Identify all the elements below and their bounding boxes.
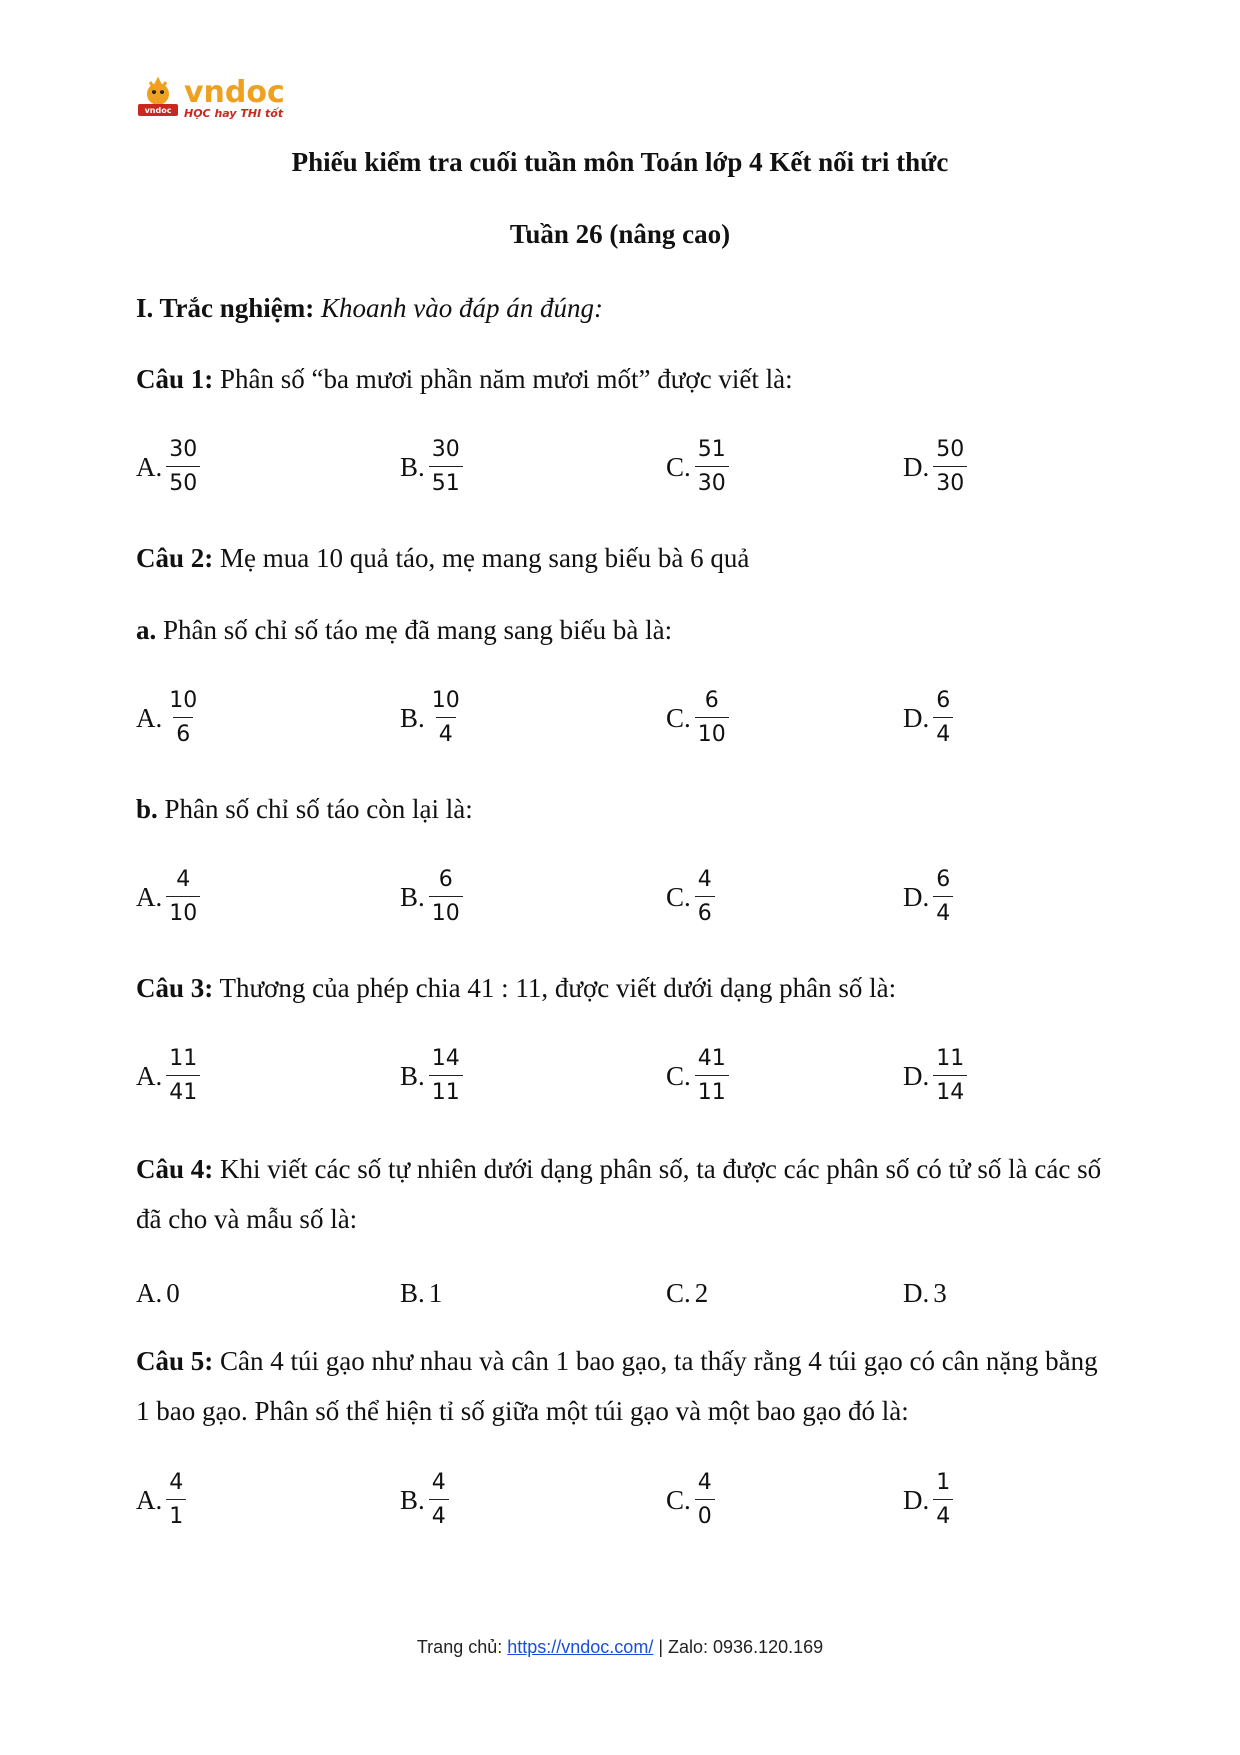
question-label: Câu 4: xyxy=(136,1154,214,1184)
question-2b xyxy=(136,784,473,834)
fraction: $\frac{4}{6}$ xyxy=(695,869,715,925)
section-heading xyxy=(136,283,603,333)
sub-question-text: Phân số chỉ số táo mẹ đã mang sang biếu bà là: xyxy=(163,615,673,645)
q4-option-d[interactable]: D. 3 xyxy=(903,1277,947,1308)
svg-text:HỌC hay THI tốt: HỌC hay THI tốt xyxy=(184,107,284,120)
question-4 xyxy=(136,1144,1111,1244)
fraction: $\frac{50}{30}$ xyxy=(933,439,967,495)
q3-option-d[interactable]: D. $\frac{11}{14}$ xyxy=(903,1041,967,1111)
page-footer xyxy=(0,1637,1240,1658)
footer-zalo: | Zalo: 0936.120.169 xyxy=(653,1637,824,1657)
question-3 xyxy=(136,963,896,1013)
sub-question-label: b. xyxy=(136,794,158,824)
svg-text:vndoc: vndoc xyxy=(144,106,172,115)
q2b-option-c[interactable]: C. $\frac{4}{6}$ xyxy=(666,862,715,932)
footer-prefix: Trang chủ: xyxy=(416,1637,508,1657)
q4-option-a[interactable]: A. 0 xyxy=(136,1277,180,1308)
q5-option-d[interactable]: D. $\frac{1}{4}$ xyxy=(903,1465,953,1535)
sub-question-label: a. xyxy=(136,615,157,645)
question-label: Câu 1: xyxy=(136,364,214,394)
q2a-option-d[interactable]: D. $\frac{6}{4}$ xyxy=(903,683,953,753)
fraction: $\frac{6}{4}$ xyxy=(933,869,953,925)
q1-option-c[interactable]: C. $\frac{51}{30}$ xyxy=(666,432,729,502)
question-label: Câu 2: xyxy=(136,543,214,573)
fraction: $\frac{41}{11}$ xyxy=(695,1048,729,1104)
question-2 xyxy=(136,533,749,583)
q4-option-c[interactable]: C. 2 xyxy=(666,1277,709,1308)
q1-options xyxy=(0,432,1240,502)
fraction: $\frac{4}{1}$ xyxy=(166,1472,186,1528)
question-text: Phân số “ba mươi phần năm mươi mốt” được viết là: xyxy=(220,364,793,394)
svg-text:vndoc: vndoc xyxy=(184,75,285,110)
q2b-options xyxy=(0,862,1240,932)
q1-option-a[interactable]: A. $\frac{30}{50}$ xyxy=(136,432,200,502)
section-instruction: Khoanh vào đáp án đúng: xyxy=(321,293,603,323)
q2a-option-a[interactable]: A. $\frac{10}{6}$ xyxy=(136,683,200,753)
q3-option-b[interactable]: B. $\frac{14}{11}$ xyxy=(400,1041,463,1111)
q2a-option-c[interactable]: C. $\frac{6}{10}$ xyxy=(666,683,729,753)
fraction: $\frac{4}{4}$ xyxy=(429,1472,449,1528)
fraction: $\frac{14}{11}$ xyxy=(429,1048,463,1104)
fraction: $\frac{6}{10}$ xyxy=(429,869,463,925)
q2b-option-d[interactable]: D. $\frac{6}{4}$ xyxy=(903,862,953,932)
q1-option-d[interactable]: D. $\frac{50}{30}$ xyxy=(903,432,967,502)
page-subtitle: Tuần 26 (nâng cao) xyxy=(509,219,731,249)
vndoc-logo xyxy=(136,74,296,124)
section-label: I. Trắc nghiệm: xyxy=(136,293,315,323)
question-text: Cân 4 túi gạo như nhau và cân 1 bao gạo, ta thấy rằng 4 túi gạo có cân nặng bằng 1 bao gạo. Phân số thể hiện tỉ số giữa một túi gạo và một bao gạo đó là: xyxy=(136,1346,1098,1426)
q5-option-b[interactable]: B. $\frac{4}{4}$ xyxy=(400,1465,449,1535)
sub-question-text: Phân số chỉ số táo còn lại là: xyxy=(164,794,473,824)
fraction: $\frac{51}{30}$ xyxy=(695,439,729,495)
fraction: $\frac{30}{51}$ xyxy=(429,439,463,495)
q2b-option-a[interactable]: A. $\frac{4}{10}$ xyxy=(136,862,200,932)
q2b-option-b[interactable]: B. $\frac{6}{10}$ xyxy=(400,862,463,932)
q3-option-c[interactable]: C. $\frac{41}{11}$ xyxy=(666,1041,729,1111)
fraction: $\frac{6}{10}$ xyxy=(695,690,729,746)
question-text: Mẹ mua 10 quả táo, mẹ mang sang biếu bà 6 quả xyxy=(220,543,750,573)
question-5 xyxy=(136,1336,1111,1436)
page-title: Phiếu kiểm tra cuối tuần môn Toán lớp 4 Kết nối tri thức xyxy=(291,147,949,177)
logo-mascot-icon xyxy=(136,74,296,124)
question-text: Khi viết các số tự nhiên dưới dạng phân số, ta được các phân số có tử số là các số đã cho và mẫu số là: xyxy=(136,1154,1102,1234)
fraction: $\frac{11}{14}$ xyxy=(933,1048,967,1104)
q4-option-b[interactable]: B. 1 xyxy=(400,1277,443,1308)
fraction: $\frac{10}{6}$ xyxy=(169,688,198,747)
q5-options xyxy=(0,1465,1240,1535)
q2a-option-b[interactable]: B. $\frac{10}{4}$ xyxy=(400,683,463,753)
question-label: Câu 3: xyxy=(136,973,214,1003)
q1-option-b[interactable]: B. $\frac{30}{51}$ xyxy=(400,432,463,502)
fraction: $\frac{10}{4}$ xyxy=(431,688,460,747)
fraction: $\frac{1}{4}$ xyxy=(933,1472,953,1528)
fraction: $\frac{4}{10}$ xyxy=(166,869,200,925)
fraction: $\frac{4}{0}$ xyxy=(695,1472,715,1528)
q3-options xyxy=(0,1041,1240,1111)
q5-option-c[interactable]: C. $\frac{4}{0}$ xyxy=(666,1465,715,1535)
q5-option-a[interactable]: A. $\frac{4}{1}$ xyxy=(136,1465,186,1535)
q2a-options xyxy=(0,683,1240,753)
fraction: $\frac{11}{41}$ xyxy=(166,1048,200,1104)
q4-options xyxy=(0,1258,1240,1328)
homepage-link[interactable]: https://vndoc.com/ xyxy=(507,1637,654,1657)
question-2a xyxy=(136,605,672,655)
fraction: $\frac{6}{4}$ xyxy=(933,690,953,746)
question-1 xyxy=(136,354,793,404)
question-label: Câu 5: xyxy=(136,1346,214,1376)
question-text: Thương của phép chia 41 : 11, được viết dưới dạng phân số là: xyxy=(219,973,897,1003)
fraction: $\frac{30}{50}$ xyxy=(166,439,200,495)
q3-option-a[interactable]: A. $\frac{11}{41}$ xyxy=(136,1041,200,1111)
